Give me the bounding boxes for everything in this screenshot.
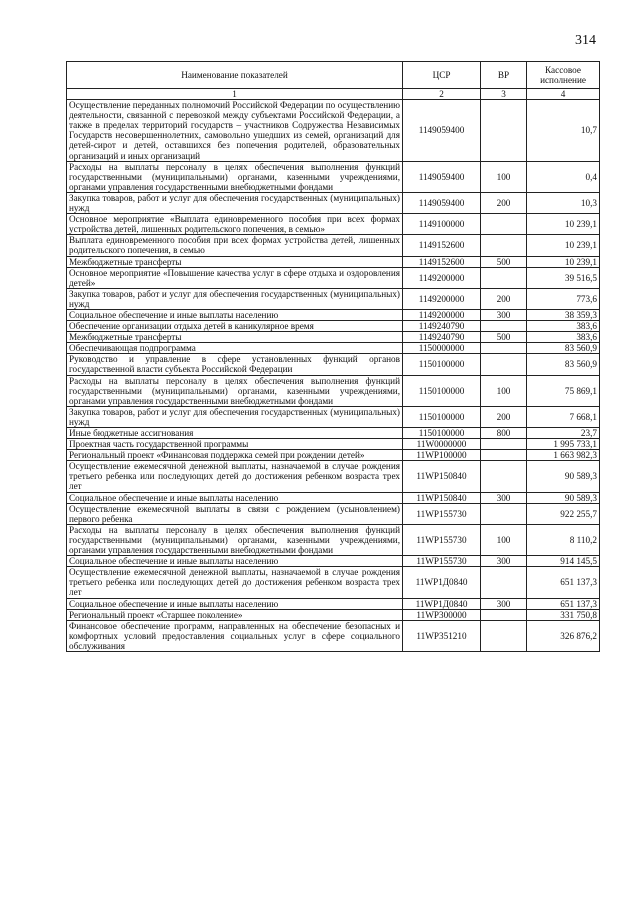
row-csr: 1149152600 <box>403 256 481 267</box>
row-name: Закупка товаров, работ и услуг для обеспечения государственных (муниципальных) нужд <box>67 288 403 309</box>
row-vr <box>481 235 527 256</box>
row-name: Осуществление ежемесячной денежной выплаты, назначаемой в случае рождения третьего ребенка или последующих детей до достижения ребенком возраста трех лет <box>67 461 403 492</box>
row-csr: 1149200000 <box>403 288 481 309</box>
row-name: Иные бюджетные ассигнования <box>67 428 403 439</box>
row-amount: 651 137,3 <box>527 567 600 598</box>
row-name: Социальное обеспечение и иные выплаты населению <box>67 598 403 609</box>
row-name: Расходы на выплаты персоналу в целях обеспечения выполнения функций государственными (муниципальными) органами, казенными учреждениями, органами управления государственными внебюджетными фондами <box>67 375 403 406</box>
row-amount: 8 110,2 <box>527 524 600 555</box>
row-vr: 200 <box>481 192 527 213</box>
row-csr: 11WP155730 <box>403 556 481 567</box>
row-csr: 1150000000 <box>403 343 481 354</box>
table-row <box>67 556 600 567</box>
row-name: Закупка товаров, работ и услуг для обеспечения государственных (муниципальных) нужд <box>67 192 403 213</box>
column-index-2: 2 <box>403 89 481 100</box>
row-amount: 1 995 733,1 <box>527 439 600 450</box>
row-vr: 200 <box>481 288 527 309</box>
row-vr: 300 <box>481 598 527 609</box>
table-row <box>67 524 600 555</box>
row-amount: 10 239,1 <box>527 256 600 267</box>
row-csr: 11WP100000 <box>403 450 481 461</box>
row-name: Межбюджетные трансферты <box>67 332 403 343</box>
row-name: Основное мероприятие «Выплата единовременного пособия при всех формах устройства детей, лишенных родительского попечения, в семью» <box>67 214 403 235</box>
row-csr: 1149152600 <box>403 235 481 256</box>
table-row <box>67 256 600 267</box>
row-csr: 1150100000 <box>403 406 481 427</box>
column-index-1: 1 <box>67 89 403 100</box>
row-vr <box>481 343 527 354</box>
row-vr <box>481 321 527 332</box>
row-amount: 773,6 <box>527 288 600 309</box>
row-vr <box>481 620 527 651</box>
row-csr: 1149059400 <box>403 100 481 162</box>
table-row <box>67 609 600 620</box>
row-name: Региональный проект «Финансовая поддержка семей при рождении детей» <box>67 450 403 461</box>
table-row <box>67 100 600 162</box>
row-csr: 11WP1Д0840 <box>403 567 481 598</box>
row-csr: 1150100000 <box>403 428 481 439</box>
row-amount: 383,6 <box>527 321 600 332</box>
row-csr: 1150100000 <box>403 375 481 406</box>
row-csr: 1149200000 <box>403 309 481 320</box>
row-amount: 90 589,3 <box>527 461 600 492</box>
row-amount: 331 750,8 <box>527 609 600 620</box>
row-amount: 38 359,3 <box>527 309 600 320</box>
row-csr: 1149240790 <box>403 332 481 343</box>
row-csr: 11WP300000 <box>403 609 481 620</box>
row-amount: 10 239,1 <box>527 214 600 235</box>
row-name: Обеспечение организации отдыха детей в каникулярное время <box>67 321 403 332</box>
row-name: Осуществление переданных полномочий Российской Федерации по осуществлению деятельности, связанной с перевозкой между субъектами Российской Федерации, а также в пределах территорий государств – участников Содружества Независимых Государств несовершеннолетних, самовольно ушедших из семей, организаций для детей-сирот и детей, оставшихся без попечения родителей, образовательных организаций и иных организаций <box>67 100 403 162</box>
table-row <box>67 354 600 375</box>
column-index-3: 3 <box>481 89 527 100</box>
table-row <box>67 343 600 354</box>
header-vr: ВР <box>481 62 527 89</box>
table-row <box>67 450 600 461</box>
row-vr: 100 <box>481 375 527 406</box>
row-csr: 11WP351210 <box>403 620 481 651</box>
table-row <box>67 439 600 450</box>
row-vr: 100 <box>481 161 527 192</box>
row-name: Основное мероприятие «Повышение качества услуг в сфере отдыха и оздоровления детей» <box>67 267 403 288</box>
row-amount: 383,6 <box>527 332 600 343</box>
row-vr <box>481 214 527 235</box>
row-vr <box>481 503 527 524</box>
column-index-row <box>67 89 600 100</box>
row-amount: 922 255,7 <box>527 503 600 524</box>
row-csr: 1149200000 <box>403 267 481 288</box>
row-amount: 10,7 <box>527 100 600 162</box>
row-amount: 1 663 982,3 <box>527 450 600 461</box>
table-row <box>67 321 600 332</box>
row-vr: 500 <box>481 256 527 267</box>
row-vr <box>481 461 527 492</box>
table-row <box>67 375 600 406</box>
row-amount: 90 589,3 <box>527 492 600 503</box>
row-amount: 651 137,3 <box>527 598 600 609</box>
table-row <box>67 406 600 427</box>
page-number: 314 <box>575 33 596 48</box>
row-vr: 800 <box>481 428 527 439</box>
row-name: Региональный проект «Старшее поколение» <box>67 609 403 620</box>
budget-execution-table <box>66 61 600 652</box>
row-csr: 11WP150840 <box>403 492 481 503</box>
row-vr <box>481 267 527 288</box>
row-vr <box>481 100 527 162</box>
row-vr <box>481 609 527 620</box>
table-row <box>67 161 600 192</box>
row-vr: 300 <box>481 556 527 567</box>
table-row <box>67 567 600 598</box>
row-amount: 75 869,1 <box>527 375 600 406</box>
table-row <box>67 503 600 524</box>
row-csr: 11WP150840 <box>403 461 481 492</box>
row-vr <box>481 439 527 450</box>
table-row <box>67 214 600 235</box>
row-csr: 1149059400 <box>403 161 481 192</box>
header-amount: Кассовое исполнение <box>527 62 600 89</box>
row-amount: 23,7 <box>527 428 600 439</box>
row-vr <box>481 567 527 598</box>
row-csr: 1149059400 <box>403 192 481 213</box>
row-name: Осуществление ежемесячной денежной выплаты, назначаемой в случае рождения третьего ребенка или последующих детей до достижения ребенком возраста трех лет <box>67 567 403 598</box>
row-amount: 10,3 <box>527 192 600 213</box>
row-csr: 11WP155730 <box>403 524 481 555</box>
row-name: Выплата единовременного пособия при всех формах устройства детей, лишенных родительского попечения, в семью <box>67 235 403 256</box>
row-csr: 11WP155730 <box>403 503 481 524</box>
row-name: Проектная часть государственной программы <box>67 439 403 450</box>
row-vr: 300 <box>481 492 527 503</box>
table-row <box>67 309 600 320</box>
row-name: Закупка товаров, работ и услуг для обеспечения государственных (муниципальных) нужд <box>67 406 403 427</box>
row-name: Осуществление ежемесячной выплаты в связи с рождением (усыновлением) первого ребенка <box>67 503 403 524</box>
column-index-4: 4 <box>527 89 600 100</box>
row-name: Финансовое обеспечение программ, направленных на обеспечение безопасных и комфортных условий предоставления социальных услуг в сфере социального обслуживания <box>67 620 403 651</box>
row-csr: 11W0000000 <box>403 439 481 450</box>
table-row <box>67 288 600 309</box>
row-csr: 1149100000 <box>403 214 481 235</box>
row-name: Расходы на выплаты персоналу в целях обеспечения выполнения функций государственными (муниципальными) органами, казенными учреждениями, органами управления государственными внебюджетными фондами <box>67 161 403 192</box>
row-amount: 39 516,5 <box>527 267 600 288</box>
row-name: Социальное обеспечение и иные выплаты населению <box>67 309 403 320</box>
row-name: Руководство и управление в сфере установленных функций органов государственной власти субъекта Российской Федерации <box>67 354 403 375</box>
row-vr: 300 <box>481 309 527 320</box>
row-name: Расходы на выплаты персоналу в целях обеспечения выполнения функций государственными (муниципальными) органами, казенными учреждениями, органами управления государственными внебюджетными фондами <box>67 524 403 555</box>
row-name: Социальное обеспечение и иные выплаты населению <box>67 556 403 567</box>
row-amount: 10 239,1 <box>527 235 600 256</box>
row-amount: 83 560,9 <box>527 343 600 354</box>
row-csr: 11WP1Д0840 <box>403 598 481 609</box>
table-header-row <box>67 62 600 89</box>
row-amount: 7 668,1 <box>527 406 600 427</box>
header-name: Наименование показателей <box>67 62 403 89</box>
row-vr: 100 <box>481 524 527 555</box>
row-amount: 326 876,2 <box>527 620 600 651</box>
table-row <box>67 235 600 256</box>
table-row <box>67 267 600 288</box>
row-name: Обеспечивающая подпрограмма <box>67 343 403 354</box>
row-vr: 200 <box>481 406 527 427</box>
table-row <box>67 620 600 651</box>
table-row <box>67 192 600 213</box>
header-csr: ЦСР <box>403 62 481 89</box>
row-amount: 83 560,9 <box>527 354 600 375</box>
row-name: Межбюджетные трансферты <box>67 256 403 267</box>
row-csr: 1150100000 <box>403 354 481 375</box>
table-row <box>67 428 600 439</box>
table-row <box>67 332 600 343</box>
row-amount: 914 145,5 <box>527 556 600 567</box>
row-vr: 500 <box>481 332 527 343</box>
row-vr <box>481 450 527 461</box>
row-amount: 0,4 <box>527 161 600 192</box>
row-vr <box>481 354 527 375</box>
table-row <box>67 598 600 609</box>
table-row <box>67 461 600 492</box>
row-name: Социальное обеспечение и иные выплаты населению <box>67 492 403 503</box>
table-row <box>67 492 600 503</box>
row-csr: 1149240790 <box>403 321 481 332</box>
